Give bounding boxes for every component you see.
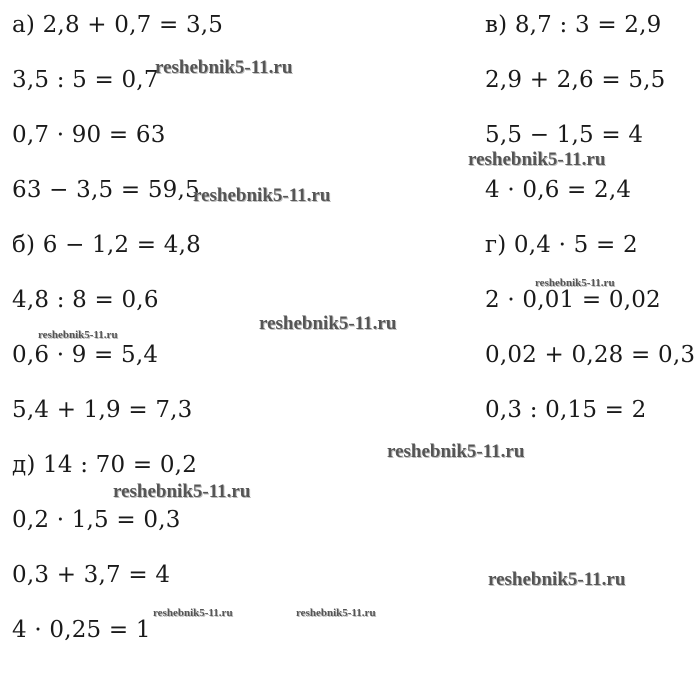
watermark: reshebnik5-11.ru	[387, 441, 525, 462]
left-line-4: 63 − 3,5 = 59,5	[12, 177, 200, 203]
watermark: reshebnik5-11.ru	[153, 607, 233, 619]
left-line-10: 0,2 · 1,5 = 0,3	[12, 507, 181, 533]
right-line-4: 4 · 0,6 = 2,4	[485, 177, 632, 203]
watermark: reshebnik5-11.ru	[38, 329, 118, 341]
right-line-7: 0,02 + 0,28 = 0,3	[485, 342, 695, 368]
left-line-12: 4 · 0,25 = 1	[12, 617, 151, 643]
left-line-5: б) 6 − 1,2 = 4,8	[12, 232, 201, 258]
right-line-8: 0,3 : 0,15 = 2	[485, 397, 647, 423]
left-line-9: д) 14 : 70 = 0,2	[12, 452, 198, 478]
right-line-6: 2 · 0,01 = 0,02	[485, 287, 661, 313]
left-line-6: 4,8 : 8 = 0,6	[12, 287, 159, 313]
right-line-1: в) 8,7 : 3 = 2,9	[485, 12, 662, 38]
watermark: reshebnik5-11.ru	[468, 149, 606, 170]
watermark: reshebnik5-11.ru	[296, 607, 376, 619]
right-line-3: 5,5 − 1,5 = 4	[485, 122, 644, 148]
watermark: reshebnik5-11.ru	[535, 277, 615, 289]
left-line-2: 3,5 : 5 = 0,7	[12, 67, 159, 93]
right-line-2: 2,9 + 2,6 = 5,5	[485, 67, 666, 93]
left-line-8: 5,4 + 1,9 = 7,3	[12, 397, 193, 423]
left-line-1: а) 2,8 + 0,7 = 3,5	[12, 12, 224, 38]
watermark: reshebnik5-11.ru	[193, 185, 331, 206]
watermark: reshebnik5-11.ru	[488, 569, 626, 590]
left-line-3: 0,7 · 90 = 63	[12, 122, 166, 148]
left-line-11: 0,3 + 3,7 = 4	[12, 562, 171, 588]
right-line-5: г) 0,4 · 5 = 2	[485, 232, 638, 258]
watermark: reshebnik5-11.ru	[259, 313, 397, 334]
watermark: reshebnik5-11.ru	[113, 481, 251, 502]
left-line-7: 0,6 · 9 = 5,4	[12, 342, 159, 368]
watermark: reshebnik5-11.ru	[155, 57, 293, 78]
